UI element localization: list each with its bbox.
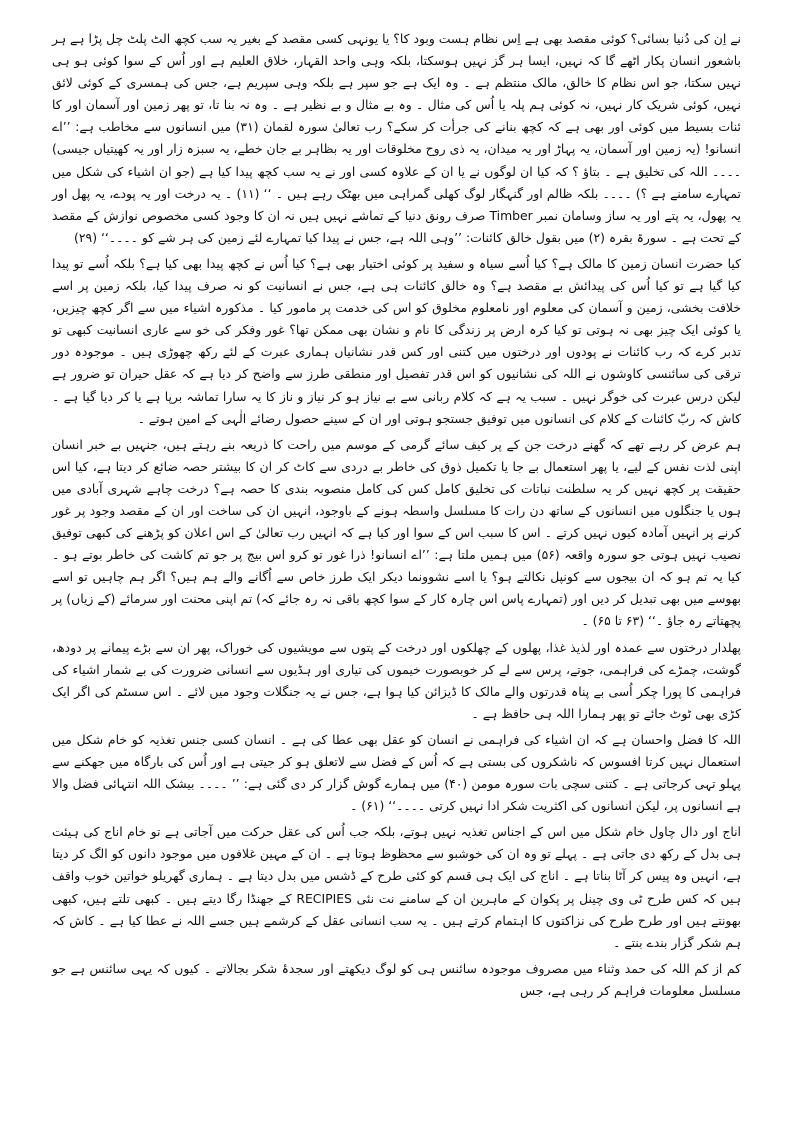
paragraph-fruit-trees: پھلدار درختوں سے عمدہ اور لذیذ غذا، پھلوں کے چھلکوں اور درخت کے پتوں سے مویشیوں کی خوراک، پھر ان سے بڑے پیمانے پر دودھ، گوشت، چمڑے کی فراہمی، جوتے، پرس سے لے کر خوبصورت خیموں کی تیاری اور ہڈیوں سے انسانی ضرورت کی بے شمار اشیاء کی فراہمی کا پورا چکر اُسی بے پناہ قدرتوں والے مالک کا ڈیزائن کیا ہوا ہے، جس نے یہ جنگلات وجود میں لائے ۔ اس سسٹم کی اگر ایک کڑی بھی ٹوٹ جائے تو پھر ہمارا اللہ ہی حافظ ہے ۔ (52, 639, 741, 721)
paragraph-human-purpose: کیا حضرت انسان زمین کا مالک ہے؟ کیا اُسے سیاہ و سفید پر کوئی اختیار بھی ہے؟ کیا اُس نے کچھ پیدا بھی کیا ہے؟ بلکہ اُسے تو پیدا کیا گیا ہے تو کیا اُس کی پیدائش بے مقصد ہے؟ وہ خالق کائنات ہی ہے، جس نے انسانیت کو نہ صرف پیدا کیا، بلکہ زمین پر اسے خلافت بخشی، زمین و آسمان کی معلوم اور نامعلوم مخلوق کو اس کی خدمت پر مامور کیا ۔ مذکورہ اشیاء میں سے اگر کچھ چیزیں، یا کوئی ایک چیز بھی نہ ہوتی تو کیا کرہ ارض پر زندگی کا نام و نشان بھی ممکن تھا؟ غور وفکر کی خو سے عاری انسانیت کبھی تو تدبر کرے کہ رب کائنات نے پودوں اور درختوں میں کتنی اور کس قدر نشانیاں ہماری عبرت کے لئے رکھ چھوڑی ہیں ۔ موجودہ دور ترقی کی سائنسی کاوشوں نے اللہ کی نشانیوں کو اس قدر تفصیل اور منطقی طرز سے واضح کر دیا ہے کہ عقل حیران تو ضرور ہے لیکن درس عبرت کی خوگر نہیں ۔ سبب یہ ہے کہ کلام ربانی سے بے نیاز ہو کر نیاز و ناز کا یہ سارا تماشہ برپا ہے یا کر دیا گیا ہے ۔ کاش کہ ربّ کائنات کے کلام کی انسانوں میں توفیق جستجو ہوتی اور ان کے سینے حصول رضائے الٰہی کے امین ہوتے ۔ (52, 255, 741, 426)
paragraph-trees: ہم عرض کر رہے تھے کہ گھنے درخت جن کے پر کیف سائے گرمی کے موسم میں راحت کا ذریعہ بنے رہتے ہیں، جنہیں بے خبر انسان اپنی لذت نفس کے لیے، یا پھر استعمال بے جا یا تکمیل ذوق کی خاطر بے دردی سے کاٹ کر ان کا بیشتر حصہ ضائع کر دیتا ہے، کیا اس حقیقت پر کچھ نہیں کر یہ سلطنت نباتات کی تخلیق کامل کس کی کامل منصوبہ بندی کا حصہ ہے؟ درخت چاہے شہری آبادی میں ہوں یا جنگلوں میں انسانوں کے ساتھ دن رات کا مسلسل واسطہ ہونے کے باوجود، انہیں ان کی ساخت اور ان کے مقصد وجود پر غور کرنے پر انہیں آمادہ کیوں نہیں کرتے ۔ اس کا سبب اس کے سوا اور کیا ہے کہ انہیں رب تعالیٰ کے اس اعلان کو پڑھنے کی کبھی توفیق نصیب نہیں ہوتی جو سورہ واقعہ (۵۶) میں ہمیں ملتا ہے: ’’اے انسانو! ذرا غور تو کرو اس بیج پر جو تم کاشت کی خاطر بوتے ہو ۔ کیا یہ تم ہو کہ ان بیجوں سے کونپل نکالتے ہو؟ یا اسے نشوونما دیکر ایک طرز خاص سے اُگانے والے ہم ہیں؟ اگر ہم چاہیں تو اسے بھوسے میں بھی تبدیل کر دیں اور (تمہارے پاس اس چارہ کار کے سوا کچھ باقی نہ رہ جائے کہ) تم اپنی محنت اور سرمائے (کے زیاں) پر پچھتاتے رہ جاؤ ۔‘‘ (۶۳ تا ۶۵) ۔ (52, 436, 741, 629)
paragraph-intro: نے اِن کی دُنیا بسائی؟ کوئی مقصد بھی ہے اِس نظام ہست وبود کا؟ یا یونہی کسی مقصد کے بغیر یہ سب کچھ الٹ پلٹ چل پڑا ہے ہر باشعور انسان پکار اٹھے گا کہ نہیں، ایسا ہر گز نہیں ہوسکتا، بلکہ وہی واحد القہار، خلاق العلیم ہے اور اُس کے سوا کوئی ہو ہی نہیں سکتا، جو اس نظام کا خالق، مالک منتظم ہے ۔ وہ ایک ہے جو سپر ہے بلکہ وہی سپریم ہے، جس کی ہمسری کے کوئی لائق نہیں، کوئی شریک کار نہیں، نہ کوئی ہم پلہ یا اُس کی مثال ۔ وہ بے مثال و بے نظیر ہے ۔ وہ نہ بنا تا، تو پھر زمین اور آسمان اور کا ئنات بسیط میں کوئی اور بھی ہے کہ کچھ بنانے کی جرأت کر سکے؟ رب تعالیٰ سورہ لقمان (۳۱) میں انسانوں سے مخاطب ہے: ’’اے انسانو! (یہ زمین اور آسمان، یہ پہاڑ اور یہ میدان، یہ ذی روح مخلوقات اور یہ بظاہر بے جان خطے، یہ سبزہ زار اور یہ کھیتیاں جیسی) ۔۔۔۔ اللہ کی تخلیق ہے ۔ بتاؤ ؟ کہ کیا ان لوگوں نے یا ان کے علاوہ کسی اور نے یہ سب کچھ پیدا کیا ہے (جو ان اشیاء کی شکل میں تمہارے سامنے ہے ؟) ۔۔۔۔ بلکہ ظالم اور گنہگار لوگ کھلی گمراہی میں بھٹک رہے ہیں ۔ ‘‘ (۱۱) ۔ یہ درخت اور یہ پودے، یہ پھل اور یہ پھول، یہ پتے اور یہ ساز وسامان نمبر Timber صرف رونق دنیا کے تماشے نہیں ہیں نہ ان کا وجود کسی مخصوص نوازش کے مقصد کے تحت ہے ۔ سورۃ بقرہ (۲) میں بقول خالق کائنات: ’’وہی اللہ ہے، جس نے پیدا کیا تمہارے لئے زمین کی ہر شے کو ۔۔۔۔‘‘ (۲۹) (52, 31, 741, 245)
paragraph-gratitude: اللہ کا فضل واحسان ہے کہ ان اشیاء کی فراہمی نے انسان کو عقل بھی عطا کی ہے ۔ انسان کسی جنس تغذیہ کو خام شکل میں استعمال نہیں کرتا افسوس کہ ناشکروں کی بستی ہے کہ اُس کے فضل سے لاتعلق ہو کر جیتی ہے اور اُس کی بارگاہ میں جھکنے سے پہلو تہی کرجاتی ہے ۔ کتنی سچی بات سورہ مومن (۴۰) میں ہمارے گوش گزار کر دی گئی ہے: ’’ ۔۔۔۔ بیشک اللہ انتہائی فضل والا ہے انسانوں پر، لیکن انسانوں کی اکثریت شکر ادا نہیں کرتی ۔۔۔۔‘‘ (۶۱) ۔ (52, 731, 741, 814)
paragraph-grains: اناج اور دال چاول خام شکل میں اس کے اجناس تغذیہ نہیں ہوتے، بلکہ جب اُس کی عقل حرکت میں آجاتی ہے تو خام اناج کی ہیئت ہی بدل کے رکھ دی جاتی ہے ۔ پہلے تو وہ ان کی خوشبو سے محظوظ ہوتا ہے ۔ ان کے مہین غلافوں میں موجود دانوں کو الگ کر دیتا ہے، انہیں وہ پیس کر آٹا بناتا ہے ۔ اناج کی ایک ہی قسم کو کئی طرح کے ڈشس میں بدل دیتا ہے ۔ ہماری گھریلو خواتین خوب واقف ہیں کہ کس طرح ٹی وی چینل پر پکوان کے ماہرین ان کے سامنے نت نئی RECIPIES کے جھنڈا رگا دیتے ہیں ۔ کبھی تلتے ہیں، کبھی بھونتے ہیں اور طرح طرح کی نزاکتوں کا اہتمام کرتے ہیں ۔ یہ سب انسانی عقل کے کرشمے ہیں جسے اللہ نے عطا کیا ہے ۔ کاش کہ ہم شکر گزار بندے بنتے ۔ (52, 824, 741, 950)
paragraph-science: کم از کم اللہ کی حمد وثناء میں مصروف موجودہ سائنس ہی کو لوگ دیکھتے اور سجدۂ شکر بجالاتے ۔ کیوں کہ یہی سائنس ہے جو مسلسل معلومات فراہم کر رہی ہے، جس (52, 960, 741, 998)
document-page (52, 28, 741, 1098)
